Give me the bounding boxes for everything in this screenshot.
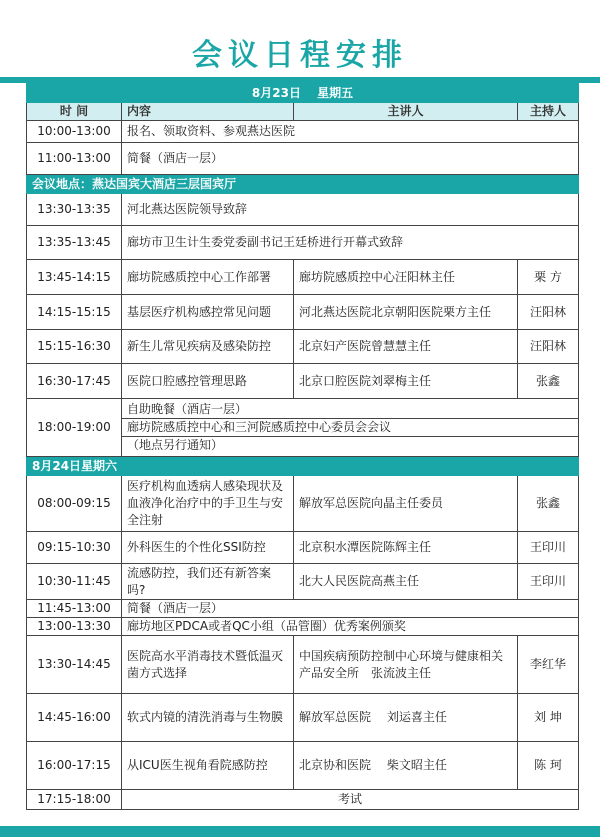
row-speaker: 解放军总医院向晶主任委员: [294, 476, 518, 532]
row-time: 10:30-11:45: [27, 564, 122, 600]
row-host: 汪阳林: [518, 330, 579, 364]
row-content: 廊坊地区PDCA或者QC小组（品管圈）优秀案例颁奖: [122, 618, 579, 636]
row-content: 医疗机构血透病人感染现状及血液净化治疗中的手卫生与安全注射: [122, 476, 294, 532]
row-time: 13:30-14:45: [27, 636, 122, 694]
row-content: 流感防控，我们还有新答案吗?: [122, 564, 294, 600]
row-time: 17:15-18:00: [27, 790, 122, 810]
row-time: 14:15-15:15: [27, 295, 122, 330]
table-row: [27, 226, 579, 260]
meeting-line: 廊坊院感质控中心和三河院感质控中心委员会会议: [122, 418, 578, 436]
row-content: 报名、领取资料、参观燕达医院: [122, 121, 579, 143]
row-content: 外科医生的个性化SSI防控: [122, 532, 294, 564]
row-host: 王印川: [518, 532, 579, 564]
row-host: 张鑫: [518, 364, 579, 399]
venue-label: 会议地点：燕达国宾大酒店三层国宾厅: [27, 175, 579, 194]
row-speaker: 廊坊院感质控中心汪阳林主任: [294, 260, 518, 295]
header-host: 主持人: [518, 103, 579, 121]
row-host: 栗 方: [518, 260, 579, 295]
row-content-exam: 考试: [122, 790, 579, 810]
bottom-accent-bar: [0, 826, 600, 837]
table-row: [27, 194, 579, 226]
row-time: 10:00-13:00: [27, 121, 122, 143]
row-speaker: 北大人民医院高燕主任: [294, 564, 518, 600]
row-time: 16:30-17:45: [27, 364, 122, 399]
row-time: 08:00-09:15: [27, 476, 122, 532]
row-time: 13:30-13:35: [27, 194, 122, 226]
table-row: [27, 143, 579, 175]
table-row: [27, 121, 579, 143]
row-host: 王印川: [518, 564, 579, 600]
row-host: 刘 坤: [518, 694, 579, 742]
table-row: [27, 532, 579, 564]
row-time: 11:45-13:00: [27, 600, 122, 618]
header-speaker: 主讲人: [294, 103, 518, 121]
row-speaker: 北京妇产医院曾慧慧主任: [294, 330, 518, 364]
row-content: 新生儿常见疾病及感染防控: [122, 330, 294, 364]
row-time: 11:00-13:00: [27, 143, 122, 175]
row-content: 医院口腔感控管理思路: [122, 364, 294, 399]
row-content: 基层医疗机构感控常见问题: [122, 295, 294, 330]
day2-label: 8月24日星期六: [27, 457, 579, 476]
column-header-row: [27, 103, 579, 121]
row-time: 13:45-14:15: [27, 260, 122, 295]
row-time: 13:35-13:45: [27, 226, 122, 260]
table-row: [27, 364, 579, 399]
row-speaker: 北京口腔医院刘翠梅主任: [294, 364, 518, 399]
table-row: [27, 742, 579, 790]
row-content: 医院高水平消毒技术暨低温灭菌方式选择: [122, 636, 294, 694]
table-row: [27, 399, 579, 457]
day1-label: 8月23日 星期五: [27, 84, 579, 103]
schedule-table: [26, 83, 579, 810]
row-host: 陈 珂: [518, 742, 579, 790]
row-speaker: 中国疾病预防控制中心环境与健康相关产品安全所 张流波主任: [294, 636, 518, 694]
table-row: [27, 564, 579, 600]
day1-header-row: [27, 84, 579, 103]
location-note-line: （地点另行通知）: [122, 436, 578, 454]
row-host: 李红华: [518, 636, 579, 694]
table-row: [27, 476, 579, 532]
table-row: [27, 636, 579, 694]
table-row: [27, 790, 579, 810]
row-speaker: 解放军总医院 刘运喜主任: [294, 694, 518, 742]
row-host: 汪阳林: [518, 295, 579, 330]
row-content: 从ICU医生视角看院感防控: [122, 742, 294, 790]
row-speaker: 河北燕达医院北京朝阳医院栗方主任: [294, 295, 518, 330]
row-time: 16:00-17:15: [27, 742, 122, 790]
row-content-multi: [122, 399, 579, 457]
row-content: 简餐（酒店一层）: [122, 600, 579, 618]
row-host: 张鑫: [518, 476, 579, 532]
dinner-line: 自助晚餐（酒店一层）: [127, 402, 248, 416]
row-content: 简餐（酒店一层）: [122, 143, 579, 175]
row-time: 13:00-13:30: [27, 618, 122, 636]
table-row: [27, 618, 579, 636]
table-row: [27, 330, 579, 364]
row-content: 廊坊市卫生计生委党委副书记王廷桥进行开幕式致辞: [122, 226, 579, 260]
day2-header-row: [27, 457, 579, 476]
row-content: 软式内镜的清洗消毒与生物膜: [122, 694, 294, 742]
row-content: 廊坊院感质控中心工作部署: [122, 260, 294, 295]
page-title: 会议日程安排: [192, 38, 408, 73]
row-content: 河北燕达医院领导致辞: [122, 194, 579, 226]
row-time: 14:45-16:00: [27, 694, 122, 742]
row-time: 18:00-19:00: [27, 399, 122, 457]
row-time: 09:15-10:30: [27, 532, 122, 564]
row-time: 15:15-16:30: [27, 330, 122, 364]
row-speaker: 北京积水潭医院陈辉主任: [294, 532, 518, 564]
table-row: [27, 260, 579, 295]
table-row: [27, 694, 579, 742]
row-speaker: 北京协和医院 柴文昭主任: [294, 742, 518, 790]
venue-row: [27, 175, 579, 194]
header-time: 时 间: [27, 103, 122, 121]
header-content: 内容: [122, 103, 294, 121]
table-row: [27, 295, 579, 330]
table-row: [27, 600, 579, 618]
